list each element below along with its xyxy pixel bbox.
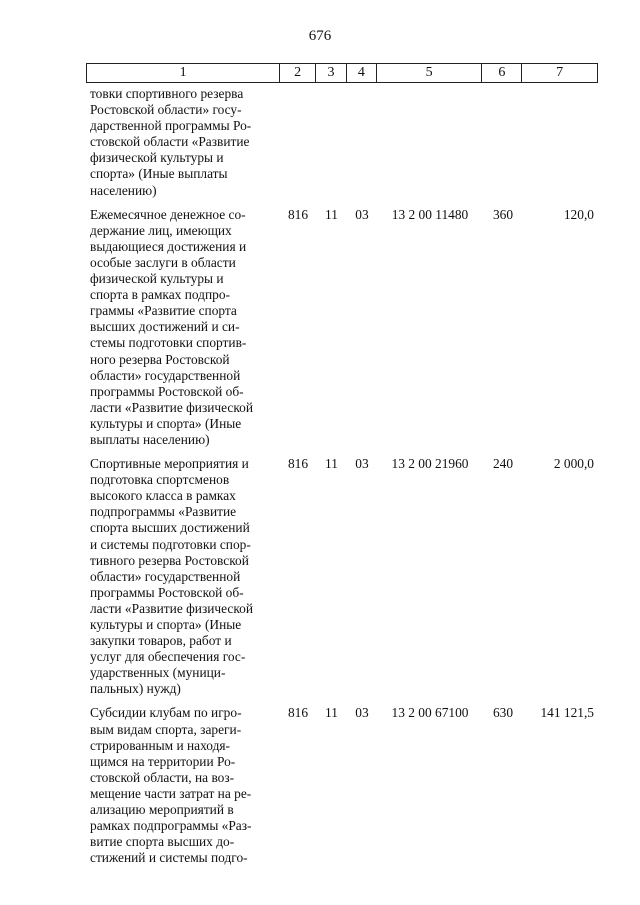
header-col-3: 3 [316,64,347,82]
row-col-3: 11 [325,705,338,721]
row-description: Субсидии клубам по игро- вым видам спорта, зареги- стрированным и находя- щимся на территории Ро- стовской области, на воз- мещение части затрат на ре- ализацию мероприятий в рамках подпрограммы «Раз- витие спорта высших до- стижений и системы подго- [90,705,252,866]
row-description: Ежемесячное денежное со- держание лиц, имеющих выдающиеся достижения и особые заслуги в области физической культуры и спорта в рамках подпро- граммы «Развитие спорта высших достижений и си- стемы подготовки спортив- ного резерва Ростовской области» государственной программы Ростовской об- ласти «Развитие физической культуры и спорта» (Иные выплаты населению) [90,206,254,447]
row-col-6: 360 [492,206,514,222]
table-row [86,207,598,448]
row-col-4: 03 [355,456,369,472]
row-col-7: 141 121,5 [540,705,594,721]
table-row [86,705,598,866]
header-col-4: 4 [347,64,377,82]
page-number: 676 [308,28,332,44]
table-row [86,456,598,697]
row-col-2: 816 [287,206,309,222]
row-col-4 [347,86,377,199]
row-col-6 [483,86,523,199]
row-col-7: 120,0 [563,206,594,222]
header-col-5: 5 [377,64,483,82]
header-col-2: 2 [280,64,316,82]
header-col-1: 1 [87,64,280,82]
row-col-6: 240 [492,456,514,472]
row-col-5: 13 2 00 11480 [391,206,469,222]
table-body [86,86,598,874]
row-col-6: 630 [492,705,514,721]
row-col-4: 03 [355,705,369,721]
row-col-7 [523,86,598,199]
row-description: Спортивные мероприятия и подготовка спортсменов высокого класса в рамках подпрограммы «Развитие спорта высших достижений и системы подготовки спор- тивного резерва Ростовской области» государственной программы Ростовской об- ласти «Развитие физической культуры и спорта» (Иные закупки товаров, работ и услуг для обеспечения гос- ударственных (муници- пальных) нужд) [90,456,254,697]
row-col-5: 13 2 00 67100 [391,705,469,721]
row-col-2: 816 [287,705,309,721]
table-row [86,86,598,199]
header-col-6: 6 [482,64,522,82]
row-col-3: 11 [325,206,338,222]
row-col-3 [316,86,347,199]
header-col-7: 7 [556,65,564,80]
row-col-7: 2 000,0 [553,456,594,472]
row-col-5 [377,86,483,199]
row-col-5: 13 2 00 21960 [391,456,469,472]
table-header [86,63,598,83]
row-description: товки спортивного резерва Ростовской области» госу- дарственной программы Ро- стовской области «Развитие физической культуры и спорта» (Иные выплаты населению) [90,86,252,198]
row-col-2 [280,86,316,199]
row-col-3: 11 [325,456,338,472]
row-col-2: 816 [287,456,309,472]
row-col-4: 03 [355,206,369,222]
